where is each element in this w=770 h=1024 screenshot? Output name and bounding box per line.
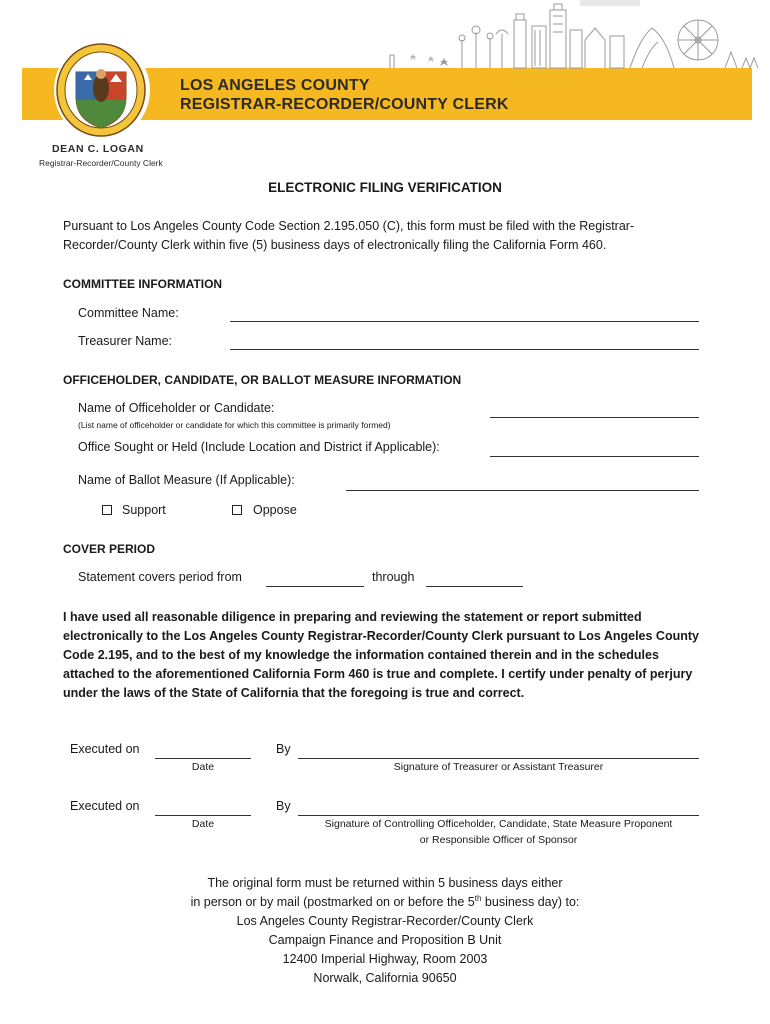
date-caption-2: Date: [191, 818, 215, 830]
ballot-measure-field[interactable]: [346, 490, 699, 491]
office-sought-label: Office Sought or Held (Include Location and District if Applicable):: [78, 440, 440, 454]
executed-on-label-1: Executed on: [70, 742, 140, 756]
cover-period-heading: COVER PERIOD: [63, 542, 156, 556]
form-title: ELECTRONIC FILING VERIFICATION: [268, 180, 502, 195]
footer-line-5: 12400 Imperial Highway, Room 2003: [282, 952, 488, 966]
officeholder-name-label: Name of Officeholder or Candidate:: [78, 401, 275, 415]
los-angeles-county-seal-icon: [56, 42, 146, 138]
committee-section-heading: COMMITTEE INFORMATION: [63, 277, 223, 291]
executed-date-field-2[interactable]: [155, 815, 251, 816]
footer-line-1: The original form must be returned within 5 business days either: [207, 876, 563, 890]
certification-statement: I have used all reasonable diligence in preparing and reviewing the statement or report submitted electronically to the Los Angeles County Registrar-Recorder/County Clerk pursuant to Los Angeles County Code 2.195, and to the best of my knowledge the information contained therein and in the schedules attached to the aforementioned California Form 460 is true and complete. I certify under penalty of perjury under the laws of the State of California that the foregoing is true and correct.: [63, 610, 699, 700]
office-sought-field[interactable]: [490, 456, 699, 457]
treasurer-signature-caption: Signature of Treasurer or Assistant Treasurer: [393, 761, 604, 773]
footer-line-4: Campaign Finance and Proposition B Unit: [268, 933, 502, 947]
return-instructions: [0, 874, 770, 988]
period-through-field[interactable]: [426, 586, 523, 587]
executed-date-field-1[interactable]: [155, 758, 251, 759]
footer-line-3: Los Angeles County Registrar-Recorder/County Clerk: [236, 914, 534, 928]
committee-name-label: Committee Name:: [78, 306, 179, 320]
officeholder-signature-caption-line-1: Signature of Controlling Officeholder, Candidate, State Measure Proponent: [324, 818, 673, 830]
footer-line-6: Norwalk, California 90650: [313, 971, 457, 985]
committee-name-field[interactable]: [230, 321, 699, 322]
date-caption-1: Date: [191, 761, 215, 773]
official-name: DEAN C. LOGAN: [52, 143, 144, 155]
footer-line-2-part-a: in person or by mail (postmarked on or before the 5: [190, 895, 475, 909]
support-label: Support: [122, 503, 166, 517]
by-label-1: By: [276, 742, 291, 756]
officeholder-name-note: (List name of officeholder or candidate for which this committee is primarily formed): [78, 420, 391, 430]
by-label-2: By: [276, 799, 291, 813]
agency-name-line-2: REGISTRAR-RECORDER/COUNTY CLERK: [180, 96, 509, 113]
officeholder-signature-caption-line-2: or Responsible Officer of Sponsor: [419, 834, 578, 846]
footer-line-2-superscript: th: [474, 893, 482, 903]
footer-line-2-part-b: business day) to:: [481, 895, 580, 909]
period-from-label: Statement covers period from: [78, 570, 242, 584]
officeholder-section-heading: OFFICEHOLDER, CANDIDATE, OR BALLOT MEASURE INFORMATION: [63, 373, 462, 387]
treasurer-signature-field[interactable]: [298, 758, 699, 759]
period-through-label: through: [372, 570, 415, 584]
oppose-label: Oppose: [253, 503, 297, 517]
officeholder-signature-field[interactable]: [298, 815, 699, 816]
oppose-checkbox[interactable]: [232, 505, 242, 515]
agency-name-line-1: LOS ANGELES COUNTY: [180, 77, 370, 94]
officeholder-name-field[interactable]: [490, 417, 699, 418]
ballot-measure-label: Name of Ballot Measure (If Applicable):: [78, 473, 295, 487]
period-from-field[interactable]: [266, 586, 364, 587]
executed-on-label-2: Executed on: [70, 799, 140, 813]
footer-line-2: [0, 893, 770, 912]
support-checkbox[interactable]: [102, 505, 112, 515]
city-skyline-illustration: [380, 0, 770, 70]
intro-paragraph: Pursuant to Los Angeles County Code Section 2.195.050 (C), this form must be filed with the Registrar-Recorder/County Clerk within five (5) business days of electronically filing the California Form 460.: [63, 219, 635, 252]
treasurer-name-field[interactable]: [230, 349, 699, 350]
official-title: Registrar-Recorder/County Clerk: [39, 158, 163, 168]
treasurer-name-label: Treasurer Name:: [78, 334, 173, 348]
